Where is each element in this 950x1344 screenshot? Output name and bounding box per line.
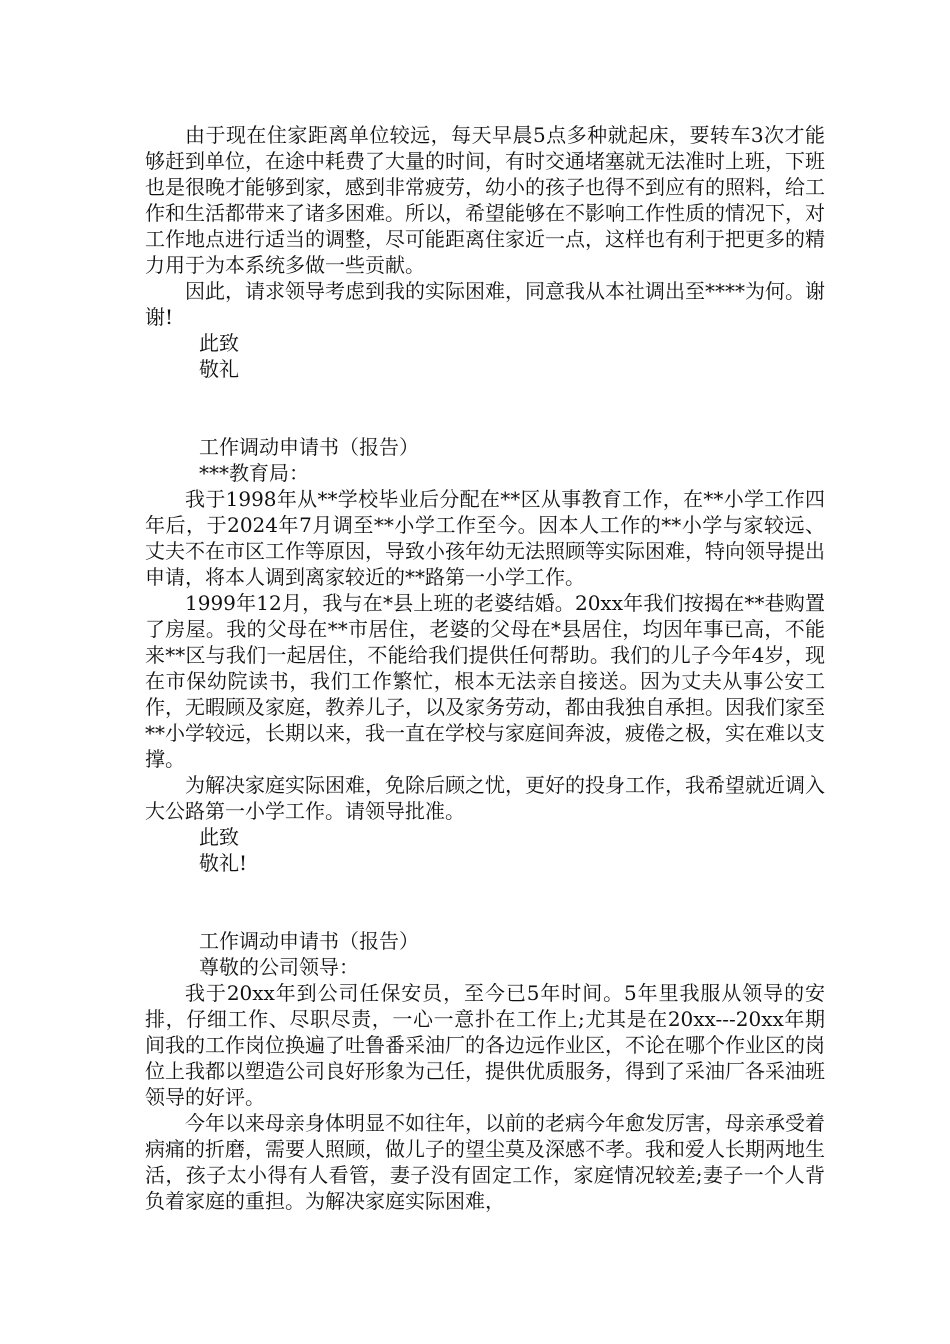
letter-recipient: 尊敬的公司领导：	[199, 955, 359, 979]
body-paragraph: 由于现在住家距离单位较远，每天早晨5点多种就起床，要转车3次才能够赶到单位，在途中耗费了大量的时间，有时交通堵塞就无法准时上班，下班也是很晚才能够到家，感到非常疲劳，幼小的孩子也得不到应有的照料，给工作和生活都带来了诸多困难。所以，希望能够在不影响工作性质的情况下，对工作地点进行适当的调整，尽可能距离住家近一点，这样也有利于把更多的精力用于为本系统多做一些贡献。	[145, 123, 825, 277]
body-paragraph: 我于1998年从**学校毕业后分配在**区从事教育工作，在**小学工作四年后，于2024年7月调至**小学工作至今。因本人工作的**小学与家较远、丈夫不在市区工作等原因，导致小孩年幼无法照顾等实际困难，特向领导提出申请，将本人调到离家较近的**路第一小学工作。	[145, 487, 825, 589]
document-body	[145, 122, 825, 1214]
body-paragraph: 1999年12月，我与在*县上班的老婆结婚。20xx年我们按揭在**巷购置了房屋。我的父母在**市居住，老婆的父母在*县居住，均因年事已高，不能来**区与我们一起居住，不能给我们提供任何帮助。我们的儿子今年4岁，现在市保幼院读书，我们工作繁忙，根本无法亲自接送。因为丈夫从事公安工作，无暇顾及家庭，教养儿子，以及家务劳动，都由我独自承担。因我们家至**小学较远，长期以来，我一直在学校与家庭间奔波，疲倦之极，实在难以支撑。	[145, 591, 825, 771]
section-gap	[145, 382, 825, 434]
body-paragraph: 我于20xx年到公司任保安员，至今已5年时间。5年里我服从领导的安排，仔细工作、尽职尽责，一心一意扑在工作上;尤其是在20xx---20xx年期间我的工作岗位换遍了吐鲁番采油厂的各边远作业区，不论在哪个作业区的岗位上我都以塑造公司良好形象为己任，提供优质服务，得到了采油厂各采油班领导的好评。	[145, 981, 825, 1109]
body-paragraph: 为解决家庭实际困难，免除后顾之忧，更好的投身工作，我希望就近调入大公路第一小学工作。请领导批准。	[145, 773, 825, 823]
letter-recipient: ***教育局：	[199, 461, 309, 485]
letter-title: 工作调动申请书（报告）	[199, 435, 419, 459]
section-gap	[145, 876, 825, 928]
closing-salutation: 此致	[199, 825, 239, 849]
closing-regards: 敬礼!	[199, 851, 248, 875]
body-paragraph: 因此，请求领导考虑到我的实际困难，同意我从本社调出至****为何。谢谢!	[145, 279, 825, 329]
letter-title: 工作调动申请书（报告）	[199, 929, 419, 953]
closing-salutation: 此致	[199, 331, 239, 355]
closing-regards: 敬礼	[199, 357, 239, 381]
body-paragraph: 今年以来母亲身体明显不如往年，以前的老病今年愈发厉害，母亲承受着病痛的折磨，需要人照顾，做儿子的望尘莫及深感不孝。我和爱人长期两地生活，孩子太小得有人看管，妻子没有固定工作，家庭情况较差;妻子一个人背负着家庭的重担。为解决家庭实际困难，	[145, 1111, 825, 1213]
